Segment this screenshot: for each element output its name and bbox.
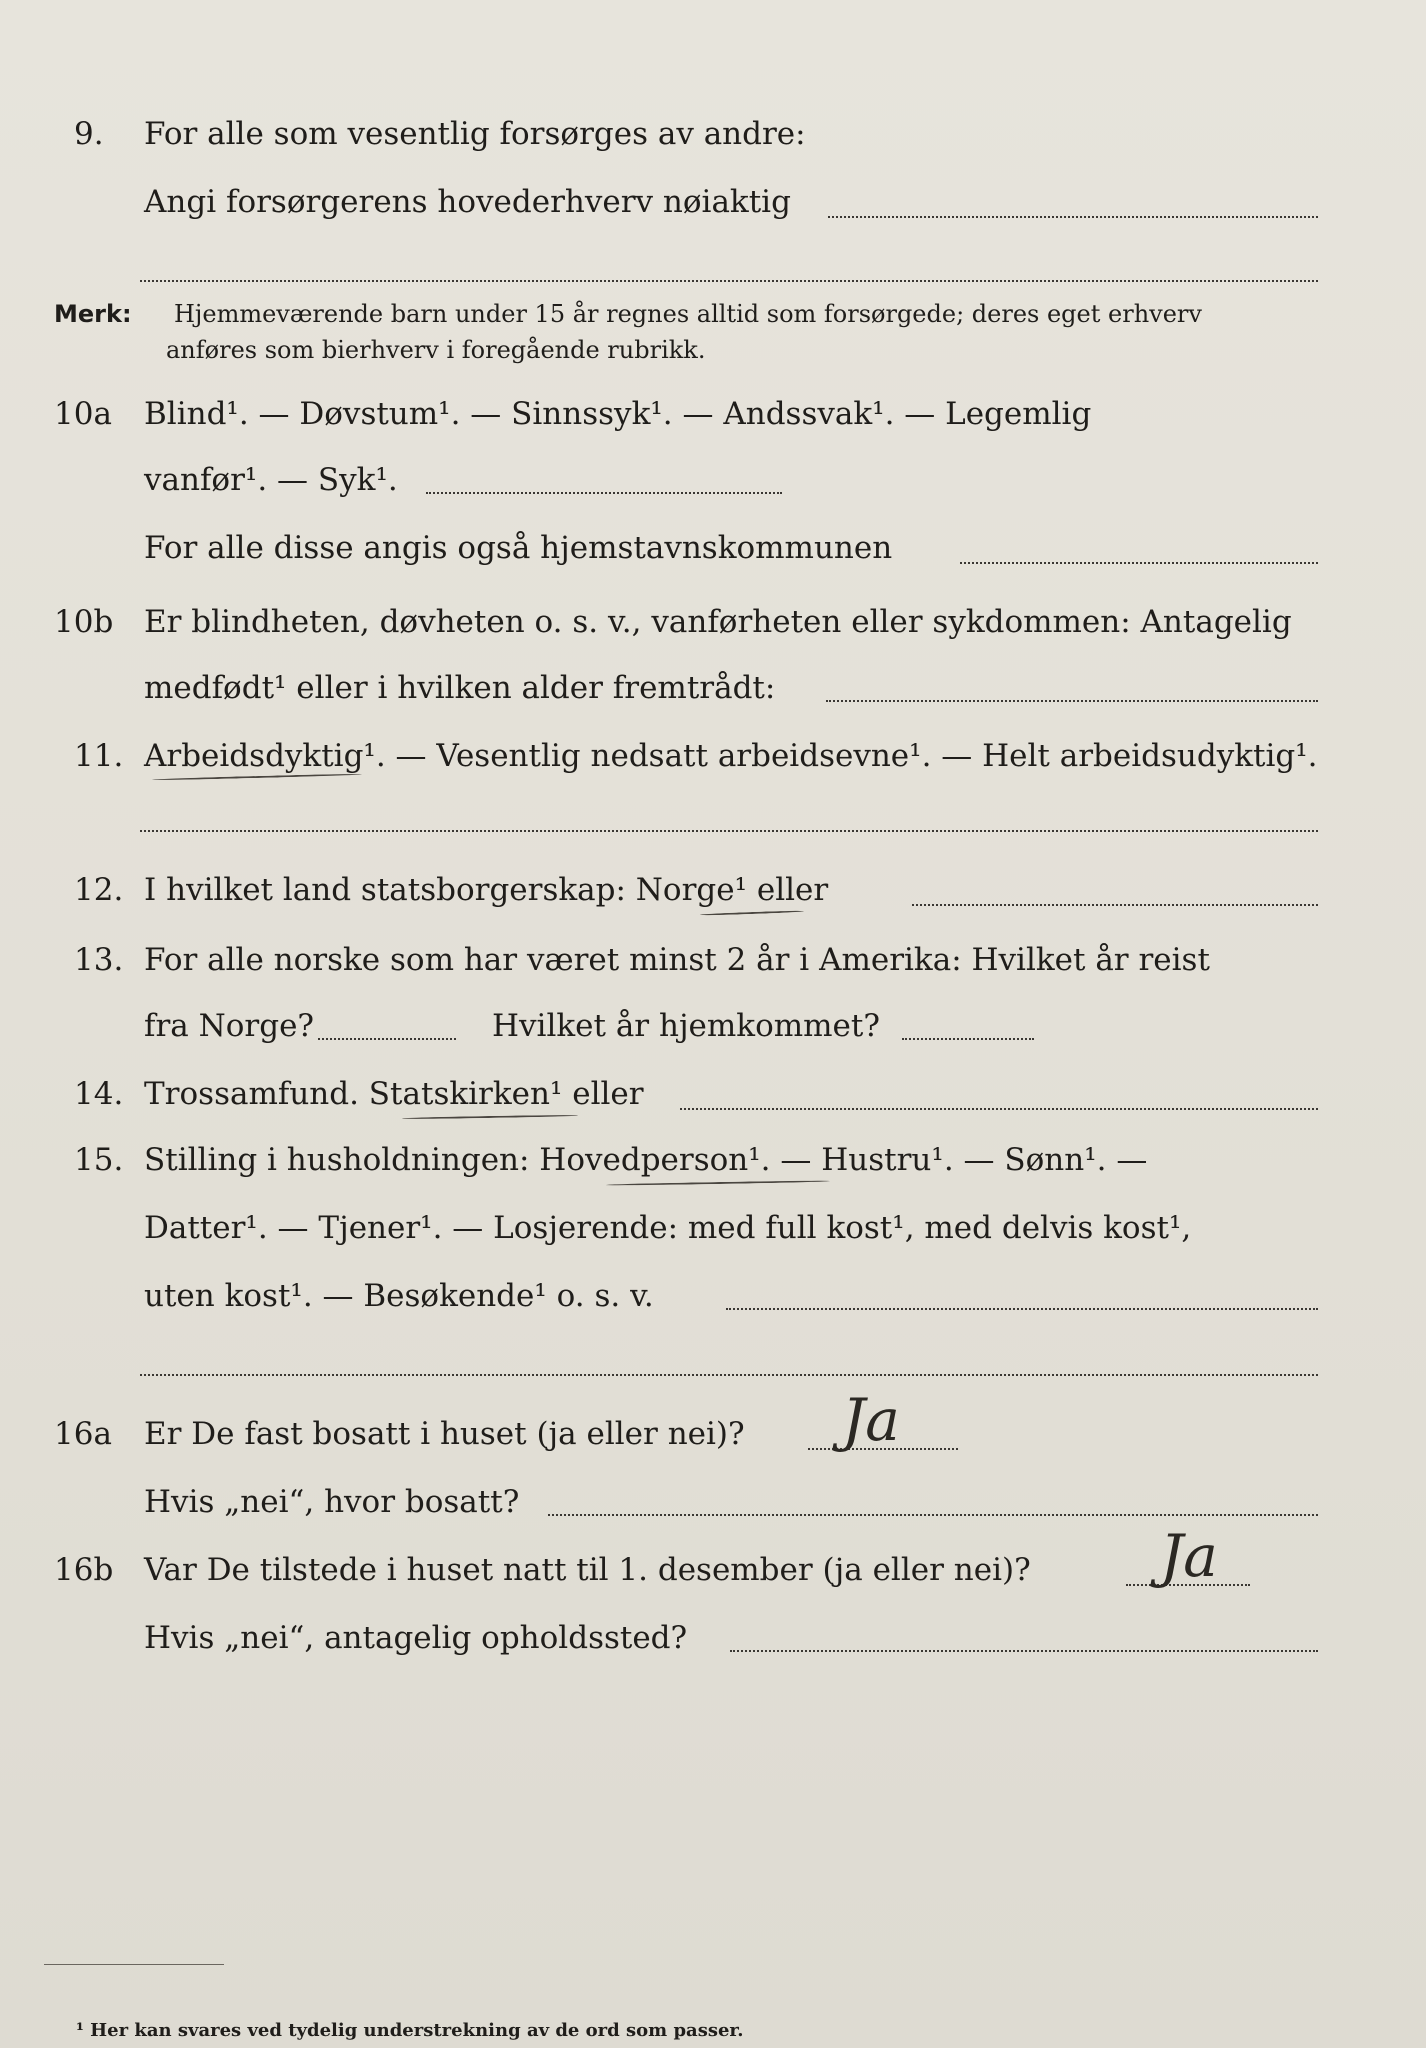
q10b-number: 10b (54, 604, 114, 640)
q13-row-2 (0, 1008, 1426, 1058)
q12-answer-field[interactable] (912, 904, 1318, 906)
q10a-line-3: For alle disse angis også hjemstavnskommunen (144, 530, 893, 566)
merk-line-1: Hjemmeværende barn under 15 år regnes alltid som forsørgede; deres eget erhverv (174, 300, 1202, 328)
q12-line-1: I hvilket land statsborgerskap: Norge¹ eller (144, 872, 829, 908)
q9-row-2 (0, 184, 1426, 234)
q16a-bosatt-field[interactable] (548, 1514, 1318, 1516)
q16a-line-2: Hvis „nei“, hvor bosatt? (144, 1484, 520, 1520)
q13-row-1 (0, 942, 1426, 992)
merk-row-2 (0, 336, 1426, 386)
q14-number: 14. (74, 1076, 124, 1112)
footnote-separator (44, 1964, 224, 1965)
q10a-hjemstavn-field[interactable] (960, 562, 1318, 564)
q10a-line-2: vanfør¹. — Syk¹. (144, 462, 398, 498)
q16a-handwritten-answer: Ja (842, 1386, 900, 1454)
q15-line-3: uten kost¹. — Besøkende¹ o. s. v. (144, 1278, 654, 1314)
q13-number: 13. (74, 942, 124, 978)
q11-line-1: Arbeidsdyktig¹. — Vesentlig nedsatt arbeidsevne¹. — Helt arbeidsudyktig¹. (144, 738, 1318, 774)
q13-line-1: For alle norske som har været minst 2 år i Amerika: Hvilket år reist (144, 942, 1210, 978)
q11-answer-field[interactable] (140, 830, 1318, 832)
q14-row (0, 1076, 1426, 1126)
q14-line-1: Trossamfund. Statskirken¹ eller (144, 1076, 644, 1112)
q10a-number: 10a (54, 396, 112, 432)
q9-number: 9. (74, 116, 104, 152)
q13-line-2a: fra Norge? (144, 1008, 315, 1044)
q16b-opholdssted-field[interactable] (730, 1650, 1318, 1652)
q15-row-2 (0, 1210, 1426, 1260)
q15-row-3 (0, 1278, 1426, 1328)
q9-line-1: For alle som vesentlig forsørges av andre: (144, 116, 806, 152)
q16b-line-2: Hvis „nei“, antagelig opholdssted? (144, 1620, 688, 1656)
q10b-row-1 (0, 604, 1426, 654)
q13-line-2b: Hvilket år hjemkommet? (492, 1008, 880, 1044)
q15-row-1 (0, 1142, 1426, 1192)
q13-hjemkommet-field[interactable] (902, 1038, 1034, 1040)
q9-line-2: Angi forsørgerens hovederhverv nøiaktig (144, 184, 791, 220)
q16a-row-1 (0, 1416, 1426, 1466)
q16a-number: 16a (54, 1416, 112, 1452)
q16a-line-1: Er De fast bosatt i huset (ja eller nei)? (144, 1416, 745, 1452)
q10b-row-2 (0, 670, 1426, 720)
footnote: ¹ Her kan svares ved tydelig understrekning av de ord som passer. (76, 2020, 744, 2041)
q14-answer-field[interactable] (680, 1108, 1318, 1110)
q15-line-1: Stilling i husholdningen: Hovedperson¹. — Hustru¹. — Sønn¹. — (144, 1142, 1148, 1178)
q16b-row-2 (0, 1620, 1426, 1670)
q10b-line-2: medfødt¹ eller i hvilken alder fremtrådt: (144, 670, 776, 706)
q10a-row-2 (0, 462, 1426, 512)
q11-number: 11. (74, 738, 124, 774)
q12-number: 12. (74, 872, 124, 908)
q9-answer-field-1[interactable] (828, 216, 1318, 218)
merk-line-2: anføres som bierhverv i foregående rubrikk. (166, 336, 706, 364)
q11-row (0, 738, 1426, 788)
q10a-row-3 (0, 530, 1426, 580)
q16b-number: 16b (54, 1552, 114, 1588)
q16b-line-1: Var De tilstede i huset natt til 1. desember (ja eller nei)? (144, 1552, 1031, 1588)
q15-answer-field-1[interactable] (726, 1308, 1318, 1310)
q15-answer-field-2[interactable] (140, 1374, 1318, 1376)
merk-label: Merk: (54, 300, 132, 328)
q9-row-1 (0, 116, 1426, 166)
q13-reist-field[interactable] (318, 1038, 456, 1040)
q16b-handwritten-answer: Ja (1160, 1522, 1218, 1590)
q10a-syk-field[interactable] (426, 492, 782, 494)
q10b-line-1: Er blindheten, døvheten o. s. v., vanførheten eller sykdommen: Antagelig (144, 604, 1292, 640)
q9-answer-field-2[interactable] (140, 280, 1318, 282)
q15-line-2: Datter¹. — Tjener¹. — Losjerende: med full kost¹, med delvis kost¹, (144, 1210, 1192, 1246)
q10b-answer-field[interactable] (826, 700, 1318, 702)
q10a-row-1 (0, 396, 1426, 446)
q15-number: 15. (74, 1142, 124, 1178)
q10a-line-1: Blind¹. — Døvstum¹. — Sinnssyk¹. — Andssvak¹. — Legemlig (144, 396, 1092, 432)
